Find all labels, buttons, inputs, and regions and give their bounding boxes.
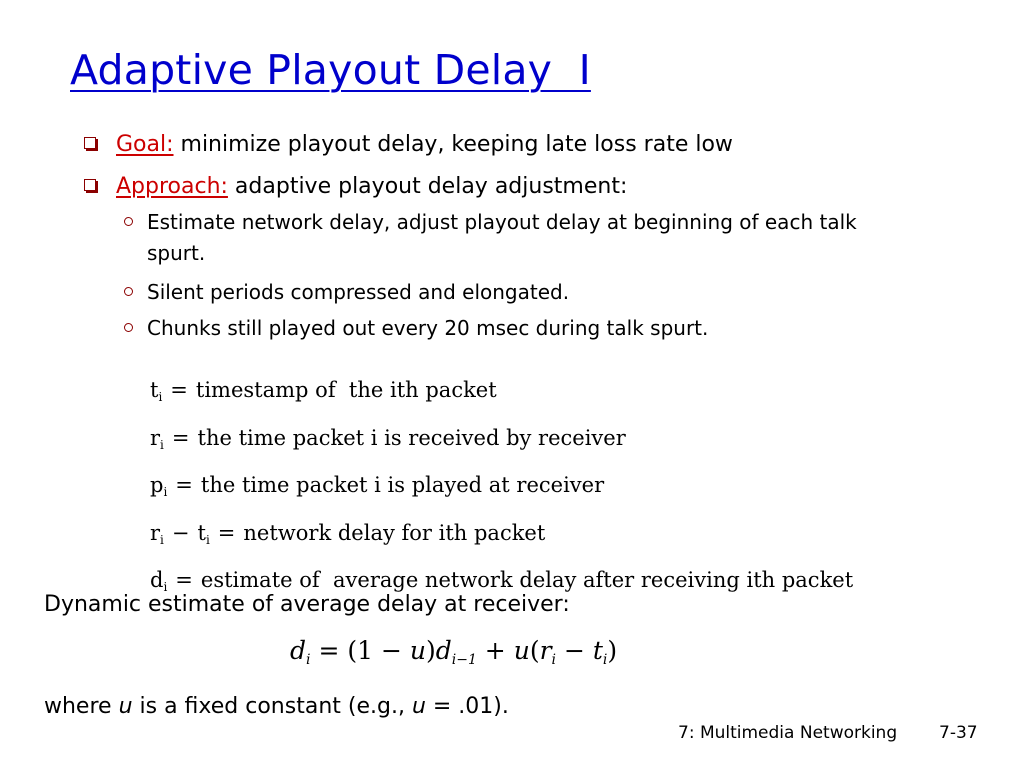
definitions-block (150, 370, 853, 608)
circle-bullet-icon (124, 217, 133, 226)
bullet-goal (84, 132, 733, 157)
definition-row: $p_i$ = the time packet i is played at receiver (150, 473, 605, 499)
sub-bullet-silent: Silent periods compressed and elongated. (124, 277, 887, 308)
bullet-approach (84, 174, 627, 199)
definition-row: $r_i - t_i$ = network delay for ith packet (150, 520, 546, 547)
definition-row: $r_i$ = the time packet i is received by receiver (150, 425, 626, 452)
goal-text: minimize playout delay, keeping late loss rate low (173, 132, 733, 157)
approach-label: Approach: (116, 174, 228, 199)
slide-title: Adaptive Playout Delay I (70, 46, 591, 94)
footer-chapter: 7: Multimedia Networking (678, 723, 898, 743)
sub-bullet-estimate: Estimate network delay, adjust playout delay at beginning of each talk spurt. (124, 207, 887, 269)
dynamic-estimate-heading: Dynamic estimate of average delay at receiver: (44, 592, 570, 617)
sub-bullet-chunks: Chunks still played out every 20 msec during talk spurt. (124, 313, 887, 344)
where-note: where u is a fixed constant (e.g., u = .01). (44, 694, 509, 719)
definition-row: $t_i$ = timestamp of the ith packet (150, 378, 497, 404)
definition-row: $d_i$ = estimate of average network delay after receiving ith packet (150, 568, 854, 594)
goal-label: Goal: (116, 132, 174, 157)
square-bullet-icon (84, 137, 96, 149)
ewma-formula: $d_i = (1 - u)d_{i-1} + u(r_i - t_i)$ (290, 636, 618, 668)
approach-text: adaptive playout delay adjustment: (227, 174, 628, 199)
square-bullet-icon (84, 179, 96, 191)
circle-bullet-icon (124, 287, 133, 296)
footer-page-number: 7-37 (939, 723, 978, 743)
circle-bullet-icon (124, 323, 133, 332)
